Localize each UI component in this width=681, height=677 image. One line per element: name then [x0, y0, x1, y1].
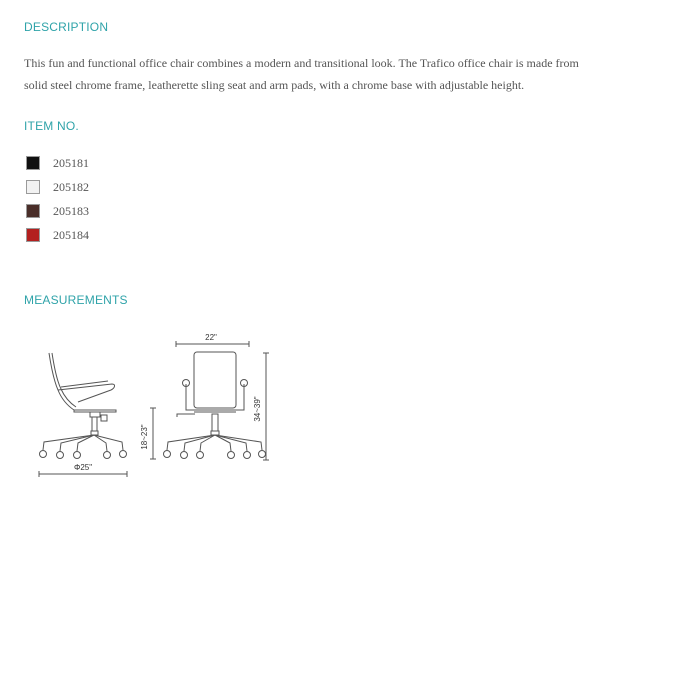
item-row[interactable] — [26, 151, 89, 175]
description-text — [24, 52, 604, 96]
color-swatch-brown[interactable] — [26, 204, 40, 218]
item-code: 205181 — [53, 155, 89, 170]
width-dimension-label: 22" — [205, 333, 217, 342]
color-swatch-white[interactable] — [26, 180, 40, 194]
measurements-heading: MEASUREMENTS — [24, 293, 128, 307]
total-height-dimension-line — [263, 353, 269, 460]
seat-height-dimension-line — [150, 408, 156, 459]
side-view-casters — [40, 451, 127, 459]
item-code: 205184 — [53, 227, 89, 242]
description-heading: DESCRIPTION — [24, 20, 109, 34]
chair-front-view — [167, 352, 262, 451]
item-list — [26, 151, 89, 247]
color-swatch-black[interactable] — [26, 156, 40, 170]
item-row[interactable] — [26, 199, 89, 223]
description-line-2: solid steel chrome frame, leatherette sling seat and arm pads, with a chrome base with adjustable height. — [24, 78, 525, 92]
chair-dimension-diagram — [34, 326, 284, 481]
seat-height-label: 18~23" — [140, 424, 149, 450]
item-row[interactable] — [26, 223, 89, 247]
item-code: 205182 — [53, 179, 89, 194]
item-row[interactable] — [26, 175, 89, 199]
base-dimension-label: Φ25" — [73, 463, 93, 472]
chair-side-view — [43, 353, 123, 451]
front-view-casters — [164, 451, 266, 459]
color-swatch-red[interactable] — [26, 228, 40, 242]
description-line-1: This fun and functional office chair combines a modern and transitional look. The Trafico office chair is made from — [24, 56, 579, 70]
total-height-label: 34~39" — [253, 396, 262, 422]
item-no-heading: ITEM NO. — [24, 119, 79, 133]
item-code: 205183 — [53, 203, 89, 218]
